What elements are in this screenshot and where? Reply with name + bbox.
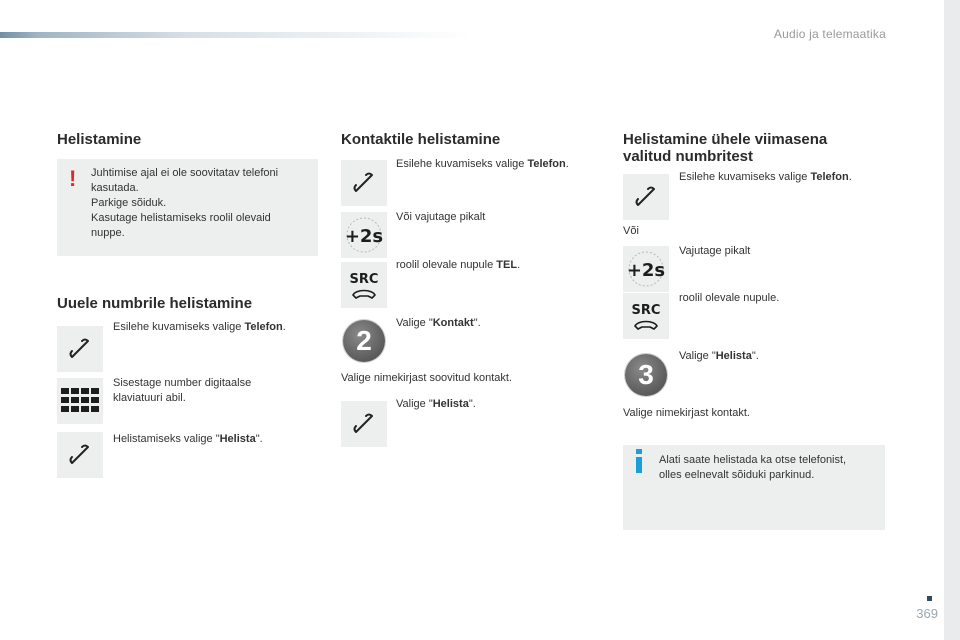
col2-step5-text: Valige nimekirjast soovitud kontakt.	[341, 372, 512, 384]
col2-step2-text: Või vajutage pikalt	[396, 211, 486, 223]
step-3-badge: 3	[623, 352, 669, 398]
col2-step3-text: roolil olevale nupule TEL.	[396, 259, 521, 271]
phone-handset-icon	[57, 326, 103, 372]
svg-text:+2s: +2s	[626, 260, 666, 281]
warning-icon: !	[69, 166, 77, 191]
src-button-icon	[341, 262, 387, 308]
phone-handset-icon	[57, 432, 103, 478]
col1-step3-text: Helistamiseks valige "Helista".	[113, 433, 263, 445]
col3-or-text: Või	[623, 225, 639, 237]
col2-step1-text: Esilehe kuvamiseks valige Telefon.	[396, 158, 569, 170]
step-2-badge: 2	[341, 318, 387, 364]
right-edge-strip	[944, 0, 960, 640]
page-number: 369	[916, 606, 938, 621]
svg-text:SRC: SRC	[349, 272, 379, 287]
col1-step1-text: Esilehe kuvamiseks valige Telefon.	[113, 321, 286, 333]
heading-last-number: Helistamine ühele viimasena valitud numbritest	[623, 131, 828, 165]
top-accent-bar	[0, 32, 470, 38]
heading-new-number: Uuele numbrile helistamine	[57, 295, 253, 312]
info-icon	[634, 449, 644, 473]
heading-helistamine: Helistamine	[57, 131, 142, 148]
col2-step4-text: Valige "Kontakt".	[396, 317, 481, 329]
info-text: Alati saate helistada ka otse telefonist, olles eelnevalt sõiduki parkinud.	[659, 454, 847, 481]
keypad-icon	[57, 378, 103, 424]
col3-step1-text: Esilehe kuvamiseks valige Telefon.	[679, 171, 852, 183]
page-marker	[927, 596, 932, 601]
col1-step2-text: Sisestage number digitaalse klaviatuuri abil.	[113, 377, 252, 404]
col3-step4-text: Valige "Helista".	[679, 350, 759, 362]
src-button-icon	[623, 293, 669, 339]
long-press-icon	[341, 212, 387, 258]
col3-step2-text: Vajutage pikalt	[679, 245, 751, 257]
col3-step5-text: Valige nimekirjast kontakt.	[623, 407, 750, 419]
warning-text: Juhtimise ajal ei ole soovitatav telefoni kasutada. Parkige sõiduk. Kasutage helistamiseks roolil olevaid nuppe.	[91, 167, 279, 239]
col2-step6-text: Valige "Helista".	[396, 398, 476, 410]
phone-handset-icon	[623, 174, 669, 220]
svg-text:SRC: SRC	[631, 303, 661, 318]
phone-handset-icon	[341, 401, 387, 447]
heading-contact-call: Kontaktile helistamine	[341, 131, 501, 148]
phone-handset-icon	[341, 160, 387, 206]
section-title: Audio ja telemaatika	[773, 27, 886, 41]
svg-text:+2s: +2s	[344, 226, 384, 247]
long-press-icon	[623, 246, 669, 292]
col3-step3-text: roolil olevale nupule.	[679, 292, 780, 304]
